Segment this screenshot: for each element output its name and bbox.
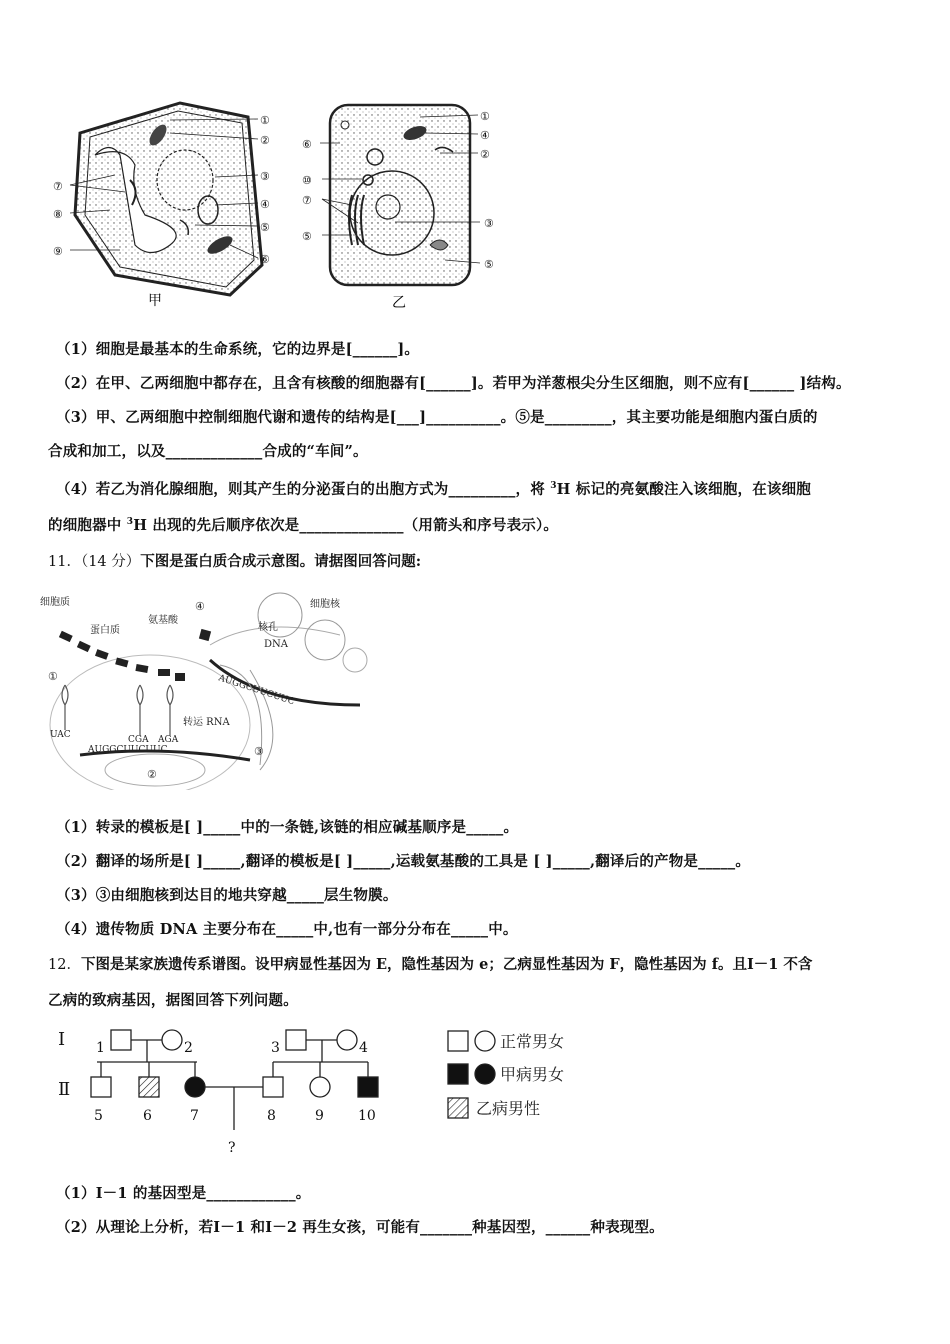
fig-nucleus: 细胞核 bbox=[310, 599, 340, 610]
q12-line1 bbox=[48, 953, 812, 974]
legend-disease-b: 乙病男性 bbox=[476, 1099, 541, 1118]
q12-number: 12． bbox=[48, 957, 81, 973]
id-6: 6 bbox=[143, 1108, 152, 1124]
marker-4: ④ bbox=[260, 198, 270, 211]
q10-part4b bbox=[48, 514, 558, 535]
id-2: 2 bbox=[184, 1040, 193, 1056]
fig-amino-acid: 氨基酸 bbox=[148, 615, 178, 626]
marker-2: ② bbox=[480, 148, 490, 161]
marker-4: ④ bbox=[480, 129, 490, 142]
marker-9: ⑨ bbox=[53, 245, 63, 258]
fig-marker-2: ② bbox=[147, 768, 157, 781]
q12-line2: 乙病的致病基因，据图回答下列问题。 bbox=[48, 992, 298, 1009]
q11-title: 下图是蛋白质合成示意图。请据图回答问题: bbox=[140, 553, 422, 570]
q10-part3a: （3）甲、乙两细胞中控制细胞代谢和遗传的结构是[___]__________。⑤是_________，其主要功能是细胞内蛋白质的 bbox=[56, 409, 818, 426]
marker-6: ⑥ bbox=[260, 253, 270, 266]
protein-synthesis-diagram bbox=[40, 585, 380, 790]
id-8: 8 bbox=[267, 1108, 276, 1124]
id-3: 3 bbox=[271, 1040, 280, 1056]
q12-part1: （1）Ⅰ－1 的基因型是____________。 bbox=[56, 1185, 311, 1202]
fig-mrna-ribosome: AUGGCUUCUUC bbox=[88, 745, 168, 755]
q11-number: 11． bbox=[48, 554, 81, 570]
q10-part1: （1）细胞是最基本的生命系统，它的边界是[______]。 bbox=[56, 341, 420, 358]
q10-part4a bbox=[56, 478, 811, 499]
fig-marker-4: ④ bbox=[195, 600, 205, 613]
id-5: 5 bbox=[94, 1108, 103, 1124]
animal-cell bbox=[330, 105, 470, 285]
marker-5: ⑤ bbox=[260, 221, 270, 234]
marker-5: ⑤ bbox=[302, 230, 312, 243]
marker-3: ③ bbox=[260, 170, 270, 183]
q11-heading bbox=[48, 550, 421, 571]
marker-6: ⑥ bbox=[302, 138, 312, 151]
q10-part3b: 合成和加工，以及_____________合成的“车间”。 bbox=[48, 443, 368, 460]
fig-cytoplasm: 细胞质 bbox=[40, 597, 70, 608]
marker-7: ⑦ bbox=[53, 180, 63, 193]
fig-nuclear-pore: 核孔 bbox=[258, 622, 278, 633]
marker-10: ⑩ bbox=[302, 174, 312, 187]
id-1: 1 bbox=[96, 1040, 105, 1056]
id-10: 10 bbox=[358, 1108, 376, 1124]
generation-1: Ⅰ bbox=[58, 1029, 66, 1050]
marker-8: ⑧ bbox=[53, 208, 63, 221]
fig-marker-3: ③ bbox=[254, 745, 264, 758]
label-jia: 甲 bbox=[148, 293, 162, 309]
fig-dna: DNA bbox=[264, 639, 288, 650]
fig-anticodon-3: AGA bbox=[158, 735, 179, 745]
id-9: 9 bbox=[315, 1108, 324, 1124]
q10-part4a-post: H 标记的亮氨酸注入该细胞，在该细胞 bbox=[556, 481, 812, 498]
q12-text-line1: 下图是某家族遗传系谱图。设甲病显性基因为 E，隐性基因为 e；乙病显性基因为 F，隐性基因为 f。且Ⅰ－1 不含 bbox=[80, 956, 813, 973]
q10-part4b-post: H 出现的先后顺序依次是______________（用箭头和序号表示）。 bbox=[133, 517, 559, 534]
q10-part4a-pre: （4）若乙为消化腺细胞，则其产生的分泌蛋白的出胞方式为_________，将 bbox=[56, 481, 551, 498]
fig-anticodon-1: UAC bbox=[50, 730, 71, 740]
marker-2: ② bbox=[260, 134, 270, 147]
marker-7: ⑦ bbox=[302, 194, 312, 207]
label-yi: 乙 bbox=[392, 295, 406, 311]
id-unknown: ? bbox=[228, 1140, 236, 1156]
pedigree-chart bbox=[50, 1020, 610, 1160]
fig-mrna-nucleus: AUGGCUUCUUC bbox=[217, 673, 296, 708]
marker-1: ① bbox=[260, 114, 270, 127]
fig-anticodon-2: CGA bbox=[128, 735, 149, 745]
generation-2: Ⅱ bbox=[58, 1079, 71, 1100]
legend-disease-a: 甲病男女 bbox=[500, 1065, 565, 1084]
marker-1: ① bbox=[480, 110, 490, 123]
q11-part2: （2）翻译的场所是[ ]_____,翻译的模板是[ ]_____,运载氨基酸的工具是 [ ]_____,翻译后的产物是_____。 bbox=[56, 853, 751, 870]
q11-part1: （1）转录的模板是[ ]_____中的一条链,该链的相应碱基顺序是_____。 bbox=[56, 819, 519, 836]
fig-trna: 转运 RNA bbox=[183, 717, 230, 728]
superscript: 3 bbox=[126, 517, 134, 528]
id-7: 7 bbox=[190, 1108, 199, 1124]
marker-5b: ⑤ bbox=[484, 258, 494, 271]
fig-protein: 蛋白质 bbox=[90, 625, 120, 636]
marker-3: ③ bbox=[484, 217, 494, 230]
q11-score: （14 分） bbox=[80, 554, 141, 570]
q11-part3: （3）③由细胞核到达目的地共穿越_____层生物膜。 bbox=[56, 887, 398, 904]
q10-part2: （2）在甲、乙两细胞中都存在，且含有核酸的细胞器有[______]。若甲为洋葱根尖分生区细胞，则不应有[______ ]结构。 bbox=[56, 375, 851, 392]
q10-part4b-pre: 的细胞器中 bbox=[48, 517, 127, 534]
q11-part4: （4）遗传物质 DNA 主要分布在_____中,也有一部分分布在_____中。 bbox=[56, 921, 518, 938]
plant-cell bbox=[75, 103, 262, 295]
cell-diagram bbox=[40, 95, 520, 320]
id-4: 4 bbox=[359, 1040, 368, 1056]
superscript: 3 bbox=[550, 481, 557, 492]
legend-normal: 正常男女 bbox=[500, 1032, 565, 1051]
fig-marker-1: ① bbox=[48, 670, 58, 683]
q12-part2: （2）从理论上分析，若Ⅰ－1 和Ⅰ－2 再生女孩，可能有_______种基因型，______种表现型。 bbox=[56, 1219, 664, 1236]
